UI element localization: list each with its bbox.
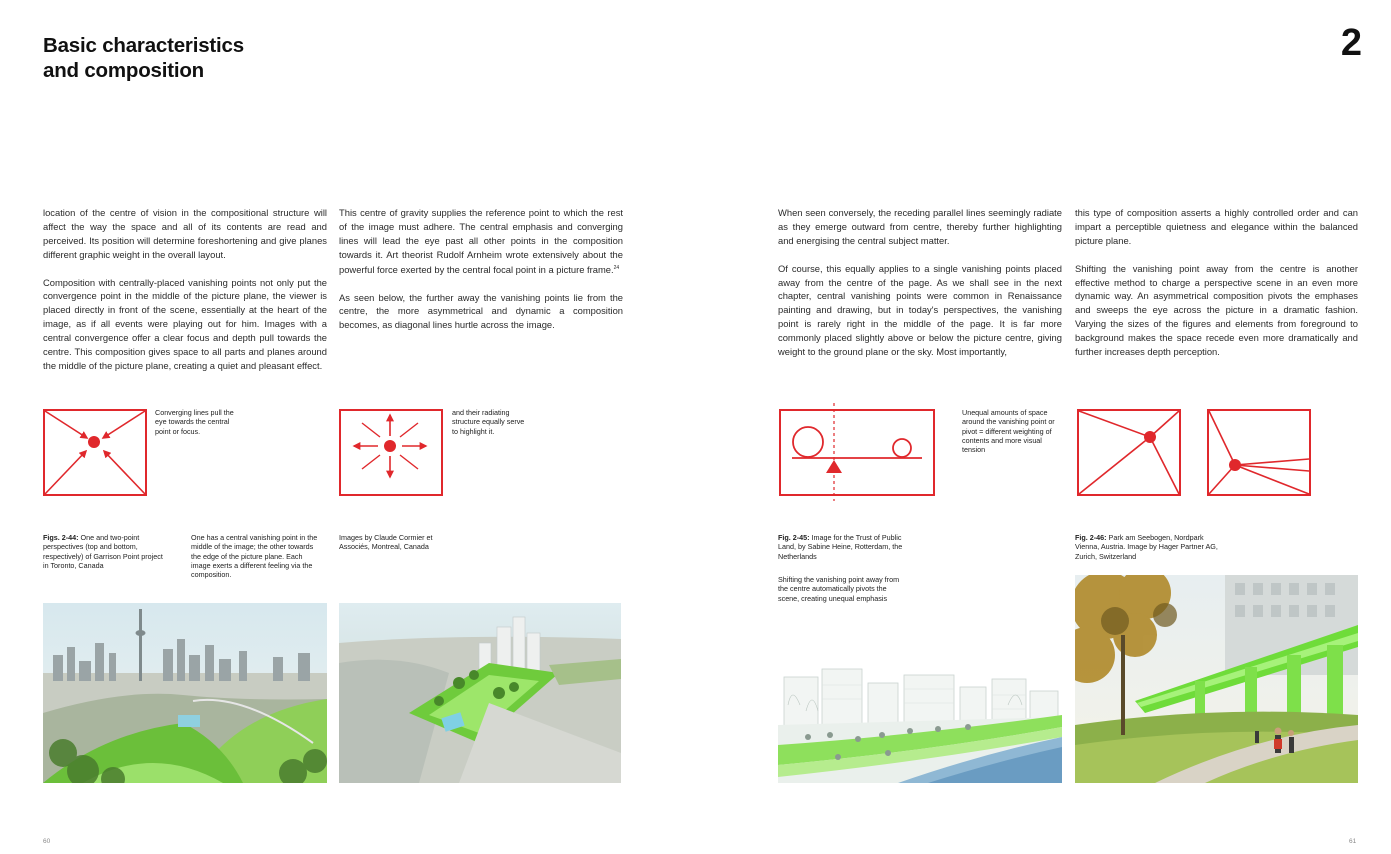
- left-col1-paragraph-2: Composition with centrally-placed vanishing points not only put the convergence point in the middle of the picture plane, the viewer is placed directly in front of the scene, essentially at the heart of the image, as if all events were playing out for him. Images with a central convergence offer a clear focus and depth pull towards the centre. This composition gives space to all parts and planes around the middle of the picture plane, creating a quiet and pleasant effect.: [43, 276, 327, 371]
- footnote-marker: 24: [613, 264, 620, 271]
- page-number-right: 61: [1349, 838, 1357, 845]
- offcentre-vanishing-diagram-b: [1207, 409, 1311, 497]
- right-col1-paragraph-2: Of course, this equally applies to a single vanishing points placed away from the centre of the page. As we shall see in the next chapter, central vanishing points were common in Renaissance painting and drawing, but in today's perspectives, the vanishing point is rarely right in the middle of the page. It is far more commonly placed slightly above or below the picture centre, giving weight to the ground plane or the sky. Most importantly,: [778, 262, 1062, 358]
- page-number-left: 60: [43, 838, 51, 845]
- caption-shift-vanishing: Shifting the vanishing point away from the centre automatically pivots the scene, creating unequal emphasis: [778, 575, 900, 603]
- left-col2-paragraph-1: [339, 206, 623, 277]
- caption-fig-2-46-text: Park am Seebogen, Nordpark Vienna, Austria. Image by Hager Partner AG, Zurich, Switzerland: [1075, 533, 1218, 561]
- park-am-seebogen-render-photo: [1075, 575, 1358, 783]
- caption-fig-2-45-label: Fig. 2-45:: [778, 533, 810, 542]
- caption-central-vanishing: One has a central vanishing point in the middle of the image; the other towards the edge of the picture plane. Each image exerts a different feeling via the composition.: [191, 533, 318, 580]
- right-column-1: [778, 206, 1062, 359]
- left-column-1: [43, 206, 327, 373]
- diagram-note-pivot: Unequal amounts of space around the vanishing point or pivot = different weighting of contents and more visual tension: [962, 408, 1055, 455]
- right-col1-paragraph-1: When seen conversely, the receding parallel lines seemingly radiate as they emerge outward from centre, thereby further highlighting and energising the central subject matter.: [778, 207, 1062, 246]
- caption-fig-2-46-label: Fig. 2-46:: [1075, 533, 1107, 542]
- offcentre-vanishing-diagram-a: [1077, 409, 1181, 497]
- left-column-2: [339, 206, 623, 332]
- right-col2-paragraph-2: Shifting the vanishing point away from the centre is another effective method to charge a perspective scene in an even more dynamic way. An asymmetrical composition pivots the emphases and sweeps the eye across the picture in a dramatic fashion. Varying the sizes of the figures and elements from foreground to background makes the space recede even more dramatically and further increases depth perception.: [1075, 262, 1358, 358]
- page-title: Basic characteristics and composition: [43, 34, 244, 82]
- caption-fig-2-44: [43, 533, 168, 570]
- left-col1-paragraph-1: location of the centre of vision in the compositional structure will affect the way the space and all of its contents are read and perceived. Its position will determine foreshortening and give planes different graphic weight in the overall layout.: [43, 207, 327, 260]
- right-col2-paragraph-1: this type of composition asserts a highly controlled order and can impart a perceptible quietness and elegance within the balanced picture plane.: [1075, 207, 1358, 246]
- radiating-lines-diagram: [339, 409, 443, 497]
- caption-fig-2-44-label: Figs. 2-44:: [43, 533, 79, 542]
- converging-lines-diagram: [43, 409, 147, 497]
- right-column-2: [1075, 206, 1358, 359]
- pivot-balance-diagram: [778, 403, 938, 501]
- caption-fig-2-45-text: Image for the Trust of Public Land, by Sabine Heine, Rotterdam, the Netherlands: [778, 533, 903, 561]
- aerial-towers-render-photo: [339, 603, 621, 783]
- chapter-number: 2: [1340, 22, 1362, 64]
- canal-promenade-sketch-photo: [778, 665, 1062, 783]
- left-col2-paragraph-1-text: This centre of gravity supplies the reference point to which the rest of the image must adhere. The central emphasis and converging lines will lead the eye past all other points in the composition towards it. Art theorist Rudolf Arnheim wrote extensively about the powerful force exerted by the central focal point in a picture frame.: [339, 207, 623, 275]
- diagram-note-converging: Converging lines pull the eye towards the central point or focus.: [155, 408, 234, 436]
- diagram-note-radiating: and their radiating structure equally serve to highlight it.: [452, 408, 525, 436]
- caption-fig-2-44-text: One and two-point perspectives (top and bottom, respectively) of Garrison Point project in Toronto, Canada: [43, 533, 163, 570]
- caption-fig-2-46: [1075, 533, 1225, 561]
- caption-image-credit: Images by Claude Cormier et Associés, Montreal, Canada: [339, 533, 433, 552]
- toronto-park-render-photo: [43, 603, 327, 783]
- caption-fig-2-45: [778, 533, 903, 561]
- left-col2-paragraph-2: As seen below, the further away the vanishing points lie from the centre, the more asymmetrical and dynamic a composition becomes, as diagonal lines hurtle across the image.: [339, 291, 623, 331]
